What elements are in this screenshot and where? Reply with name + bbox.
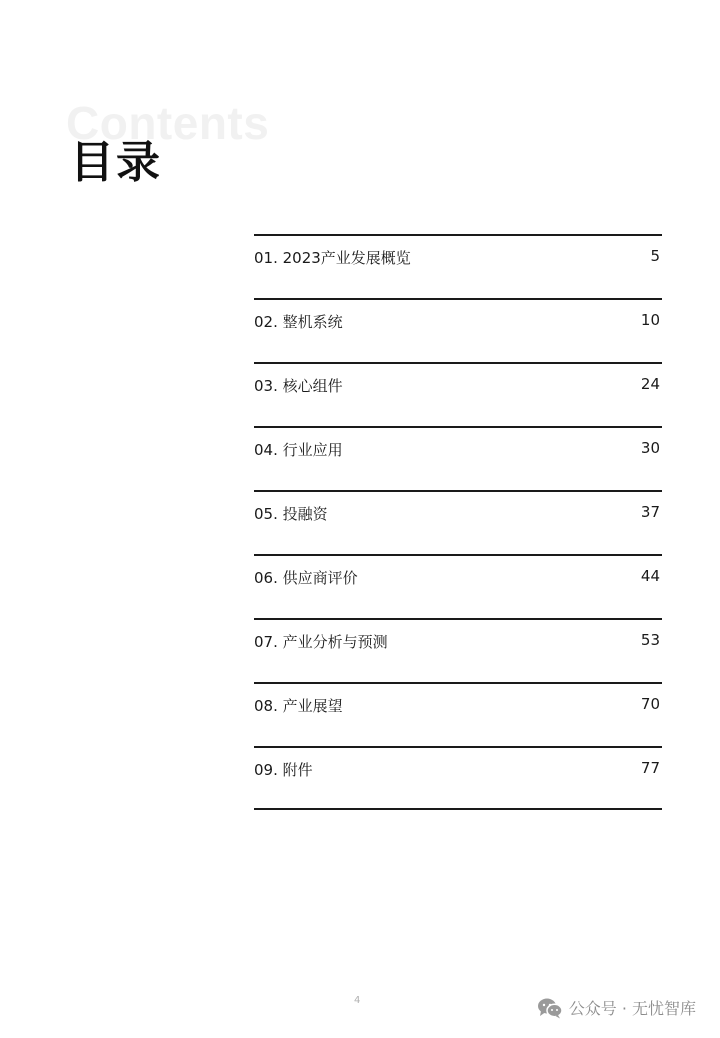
toc-entry[interactable]	[254, 362, 662, 426]
toc-entry-page: 44	[640, 567, 660, 585]
watermark-text: 公众号 · 无忧智库	[568, 999, 696, 1018]
toc-entry-page: 5	[650, 247, 660, 265]
toc-entry-label: 01. 2023产业发展概览	[254, 249, 411, 267]
toc-entry-page: 30	[640, 439, 660, 457]
toc-entry-page: 24	[640, 375, 660, 393]
table-of-contents	[254, 234, 662, 810]
toc-entry-label: 09. 附件	[254, 761, 313, 779]
toc-entry-label: 02. 整机系统	[254, 313, 343, 331]
page-number: 4	[354, 995, 361, 1006]
background-word: Contents	[66, 97, 270, 149]
toc-entry[interactable]	[254, 426, 662, 490]
toc-entry[interactable]	[254, 490, 662, 554]
toc-entry-page: 37	[640, 503, 660, 521]
toc-entry[interactable]	[254, 618, 662, 682]
toc-entry[interactable]	[254, 234, 662, 298]
toc-entry-label: 03. 核心组件	[254, 377, 343, 395]
toc-entry-label: 04. 行业应用	[254, 441, 343, 459]
toc-entry-label: 08. 产业展望	[254, 697, 343, 715]
toc-entry-label: 06. 供应商评价	[254, 569, 358, 587]
toc-entry[interactable]	[254, 298, 662, 362]
toc-entry-page: 77	[640, 759, 660, 777]
watermark	[537, 996, 696, 1019]
toc-entry[interactable]	[254, 554, 662, 618]
toc-entry-page: 70	[640, 695, 660, 713]
toc-entry-label: 05. 投融资	[254, 505, 328, 523]
toc-entry[interactable]	[254, 682, 662, 746]
toc-entry[interactable]	[254, 746, 662, 810]
toc-entry-page: 53	[640, 631, 660, 649]
toc-entry-page: 10	[640, 311, 660, 329]
wechat-icon	[537, 997, 563, 1019]
toc-entry-label: 07. 产业分析与预测	[254, 633, 388, 651]
page-title: 目录	[70, 137, 162, 188]
